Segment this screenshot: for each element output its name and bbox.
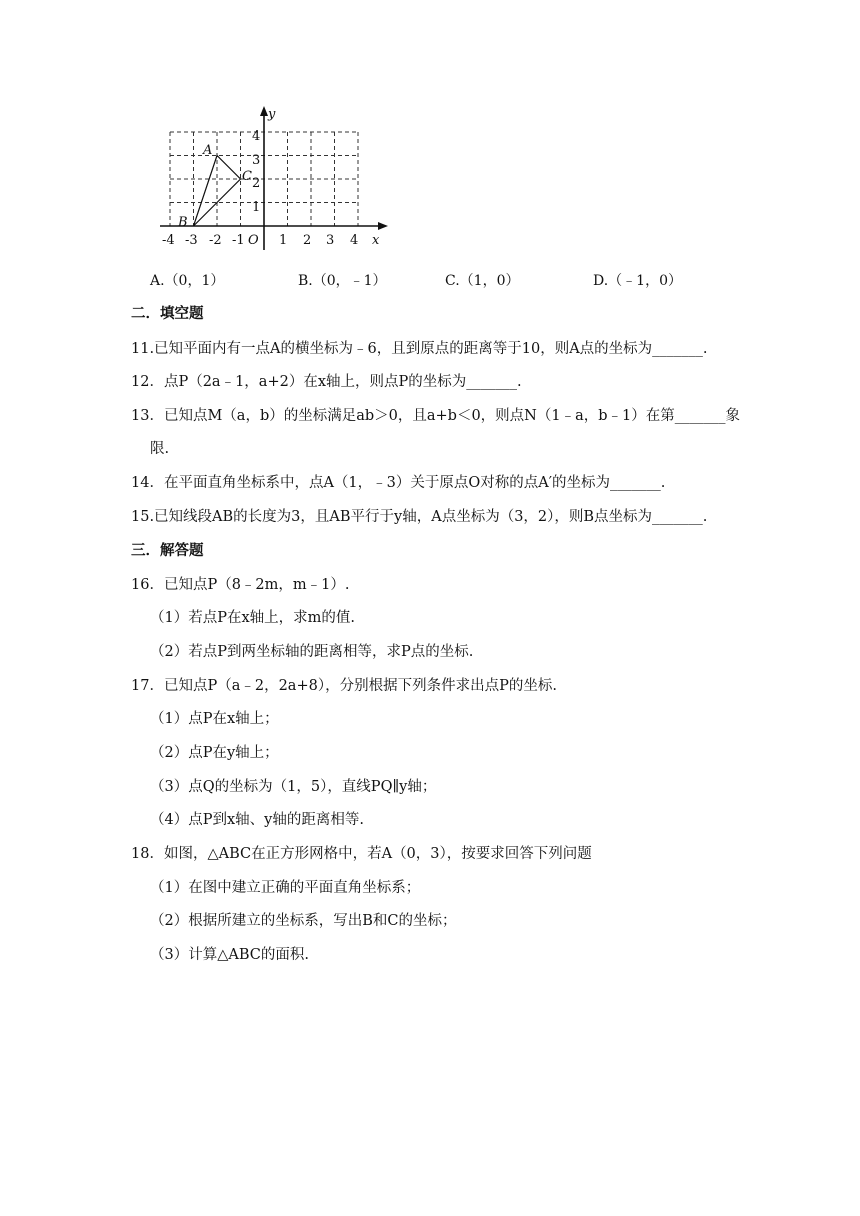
question-18: 18．如图，△ABC在正方形网格中，若A（0，3），按要求回答下列问题 xyxy=(131,846,592,862)
y-tick-label: 2 xyxy=(252,176,261,191)
question-17-part-1: （1）点P在x轴上； xyxy=(150,711,279,727)
x-tick-label: 4 xyxy=(350,233,359,248)
y-axis-label: y xyxy=(268,107,276,122)
question-16: 16．已知点P（8﹣2m，m﹣1）. xyxy=(131,577,350,593)
x-tick-label: -4 xyxy=(162,233,175,248)
question-18-part-3: （3）计算△ABC的面积. xyxy=(150,947,309,963)
question-15: 15.已知线段AB的长度为3，且AB平行于y轴，A点坐标为（3，2），则B点坐标为_______. xyxy=(131,509,708,525)
question-13-cont: 限. xyxy=(150,441,170,457)
y-tick-label: 1 xyxy=(252,200,261,215)
origin-label: O xyxy=(248,233,259,248)
x-tick-label: 1 xyxy=(279,233,288,248)
option-d: D.（﹣1，0） xyxy=(593,273,682,289)
point-label-a: A xyxy=(203,143,213,158)
x-tick-label: -1 xyxy=(232,233,245,248)
question-16-part-1: （1）若点P在x轴上，求m的值. xyxy=(150,610,356,626)
section-fill-blank-heading: 二．填空题 xyxy=(131,305,204,322)
x-axis-arrow xyxy=(378,222,388,230)
option-b: B.（0，﹣1） xyxy=(298,273,387,289)
section-answer-heading: 三．解答题 xyxy=(131,542,204,559)
question-12: 12．点P（2a﹣1，a+2）在x轴上，则点P的坐标为_______. xyxy=(131,374,522,390)
x-axis-label: x xyxy=(372,233,380,248)
point-label-b: B xyxy=(178,215,188,230)
x-tick-label: 3 xyxy=(326,233,335,248)
question-17-part-4: （4）点P到x轴、y轴的距离相等. xyxy=(150,812,364,828)
question-17: 17．已知点P（a﹣2，2a+8），分别根据下列条件求出点P的坐标. xyxy=(131,678,557,694)
coordinate-figure xyxy=(140,100,400,260)
question-17-part-3: （3）点Q的坐标为（1，5），直线PQ∥y轴； xyxy=(150,779,437,795)
question-16-part-2: （2）若点P到两坐标轴的距离相等，求P点的坐标. xyxy=(150,644,474,660)
question-13: 13．已知点M（a，b）的坐标满足ab＞0，且a+b＜0，则点N（1﹣a，b﹣1）在第_______象 xyxy=(131,408,740,424)
option-c: C.（1，0） xyxy=(445,273,520,289)
question-18-part-1: （1）在图中建立正确的平面直角坐标系； xyxy=(150,880,421,896)
point-label-c: C xyxy=(242,169,252,184)
x-tick-label: -2 xyxy=(209,233,222,248)
question-11: 11.已知平面内有一点A的横坐标为﹣6，且到原点的距离等于10，则A点的坐标为_______. xyxy=(131,341,708,357)
y-tick-label: 4 xyxy=(252,129,261,144)
question-18-part-2: （2）根据所建立的坐标系，写出B和C的坐标； xyxy=(150,913,457,929)
y-axis-arrow xyxy=(260,106,268,116)
y-tick-label: 3 xyxy=(252,153,261,168)
x-tick-label: -3 xyxy=(185,233,198,248)
question-14: 14．在平面直角坐标系中，点A（1，﹣3）关于原点O对称的点A′的坐标为_______. xyxy=(131,475,666,491)
option-a: A.（0，1） xyxy=(150,273,225,289)
question-17-part-2: （2）点P在y轴上； xyxy=(150,745,279,761)
x-tick-label: 2 xyxy=(303,233,312,248)
